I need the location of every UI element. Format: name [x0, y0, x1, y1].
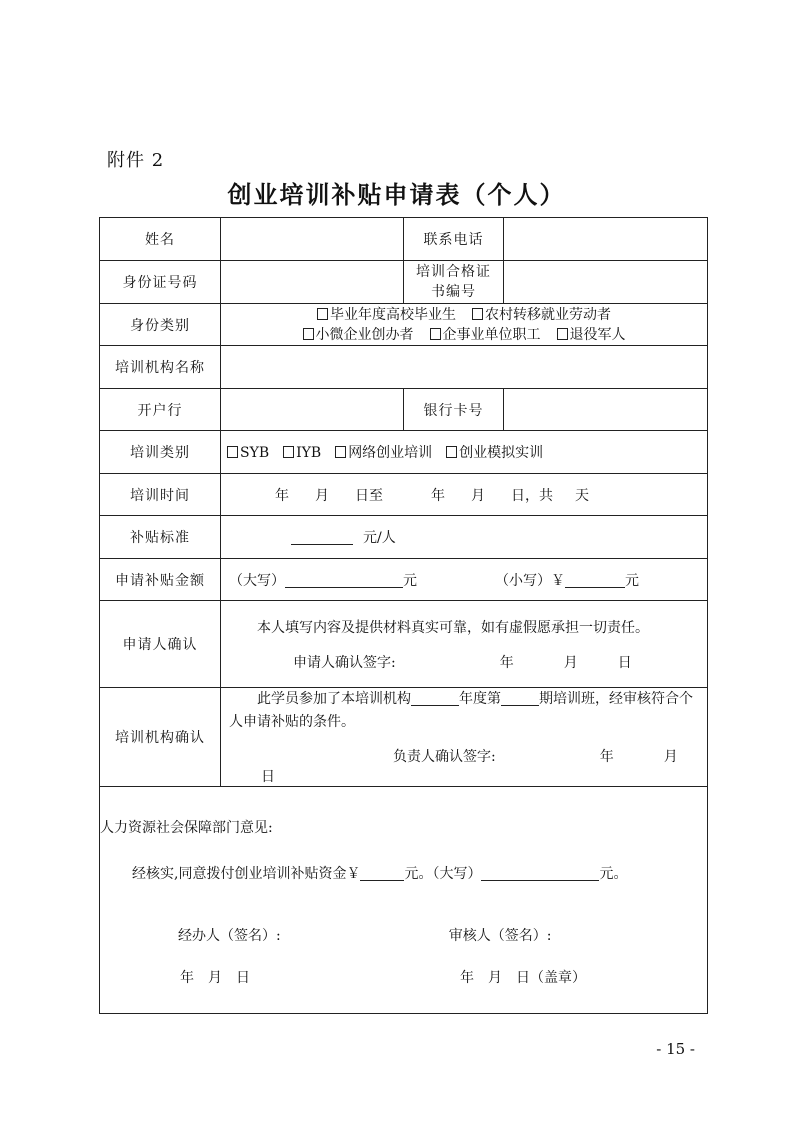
checkbox-icon[interactable]: [227, 446, 238, 458]
row-amount: [100, 559, 708, 601]
applicant-sign-line: 申请人确认签字: 年 月 日: [293, 654, 632, 671]
applicant-confirm: [221, 601, 708, 688]
identity-option-founder[interactable]: 小微企业创办者: [303, 327, 414, 343]
name-label: 姓名: [100, 218, 221, 261]
card-label: 银行卡号: [404, 389, 504, 431]
id-field[interactable]: [221, 261, 404, 304]
row-org-confirm: [100, 688, 708, 787]
hr-sign-line: 经办人（签名）: 审核人（签名）:: [178, 928, 552, 944]
hr-title: 人力资源社会保障部门意见:: [100, 820, 273, 836]
time-label: 培训时间: [100, 474, 221, 516]
row-standard: [100, 516, 708, 559]
identity-label: 身份类别: [100, 304, 221, 346]
cert-field[interactable]: [504, 261, 708, 304]
bank-label: 开户行: [100, 389, 221, 431]
bank-field[interactable]: [221, 389, 404, 431]
id-label: 身份证号码: [100, 261, 221, 304]
org-sign-line: 负责人确认签字: 年 月日: [261, 749, 678, 785]
row-id: [100, 261, 708, 304]
application-form-table: [99, 217, 708, 1014]
type-label: 培训类别: [100, 431, 221, 474]
name-field[interactable]: [221, 218, 404, 261]
type-option-online[interactable]: 网络创业培训: [335, 445, 432, 461]
page-number: - 15 -: [656, 1040, 695, 1058]
row-org: [100, 346, 708, 389]
cert-label-line2: 书编号: [431, 284, 476, 300]
hr-upper-blank[interactable]: [481, 866, 599, 881]
org-field[interactable]: [221, 346, 708, 389]
identity-options: [221, 304, 708, 346]
row-name: [100, 218, 708, 261]
identity-option-graduate[interactable]: 毕业年度高校毕业生: [317, 307, 456, 323]
row-applicant: [100, 601, 708, 688]
cert-label-line1: 培训合格证: [416, 264, 491, 280]
type-option-syb[interactable]: SYB: [227, 445, 269, 461]
checkbox-icon[interactable]: [335, 446, 346, 458]
type-option-simulation[interactable]: 创业模拟实训: [446, 445, 543, 461]
standard-label: 补贴标准: [100, 516, 221, 559]
org-year-blank[interactable]: [411, 691, 459, 706]
amount-label: 申请补贴金额: [100, 559, 221, 601]
type-option-iyb[interactable]: IYB: [283, 445, 321, 461]
checkbox-icon[interactable]: [472, 308, 483, 320]
row-hr-opinion: [100, 787, 708, 1014]
hr-amount-blank[interactable]: [360, 866, 404, 881]
applicant-statement: 本人填写内容及提供材料真实可靠，如有虚假愿承担一切责任。: [257, 619, 649, 636]
checkbox-icon[interactable]: [303, 328, 314, 340]
card-field[interactable]: [504, 389, 708, 431]
checkbox-icon[interactable]: [430, 328, 441, 340]
cert-label: [404, 261, 504, 304]
org-statement: 此学员参加了本培训机构 年度第 期培训班，经审核符合个人申请补贴的条件。: [229, 691, 693, 730]
identity-option-rural[interactable]: 农村转移就业劳动者: [472, 307, 611, 323]
amount-lower-blank[interactable]: [565, 573, 625, 588]
page-title: 创业培训补贴申请表（个人）: [227, 180, 566, 209]
hr-opinion: [100, 787, 708, 1014]
row-type: [100, 431, 708, 474]
checkbox-icon[interactable]: [317, 308, 328, 320]
phone-field[interactable]: [504, 218, 708, 261]
time-field[interactable]: 年 月 日至 年 月 日，共 天: [221, 474, 708, 516]
phone-label: 联系电话: [404, 218, 504, 261]
row-bank: [100, 389, 708, 431]
standard-field[interactable]: 元/人: [221, 516, 708, 559]
identity-option-veteran[interactable]: 退役军人: [557, 327, 626, 343]
org-confirm-label: 培训机构确认: [100, 688, 221, 787]
org-confirm: [221, 688, 708, 787]
hr-approval-line: 经核实,同意拨付创业培训补贴资金￥ 元。（大写） 元。: [132, 866, 628, 882]
amount-upper-blank[interactable]: [285, 573, 403, 588]
attachment-label: 附件 2: [107, 150, 165, 171]
row-identity: [100, 304, 708, 346]
applicant-label: 申请人确认: [100, 601, 221, 688]
row-time: [100, 474, 708, 516]
checkbox-icon[interactable]: [446, 446, 457, 458]
type-options: [221, 431, 708, 474]
amount-field[interactable]: （大写） 元 （小写）￥ 元: [221, 559, 708, 601]
checkbox-icon[interactable]: [283, 446, 294, 458]
standard-blank[interactable]: [291, 530, 353, 545]
checkbox-icon[interactable]: [557, 328, 568, 340]
identity-option-employee[interactable]: 企事业单位职工: [430, 327, 541, 343]
org-label: 培训机构名称: [100, 346, 221, 389]
hr-date-line: 年 月 日 年 月 日（盖章）: [180, 970, 586, 986]
org-period-blank[interactable]: [501, 691, 539, 706]
